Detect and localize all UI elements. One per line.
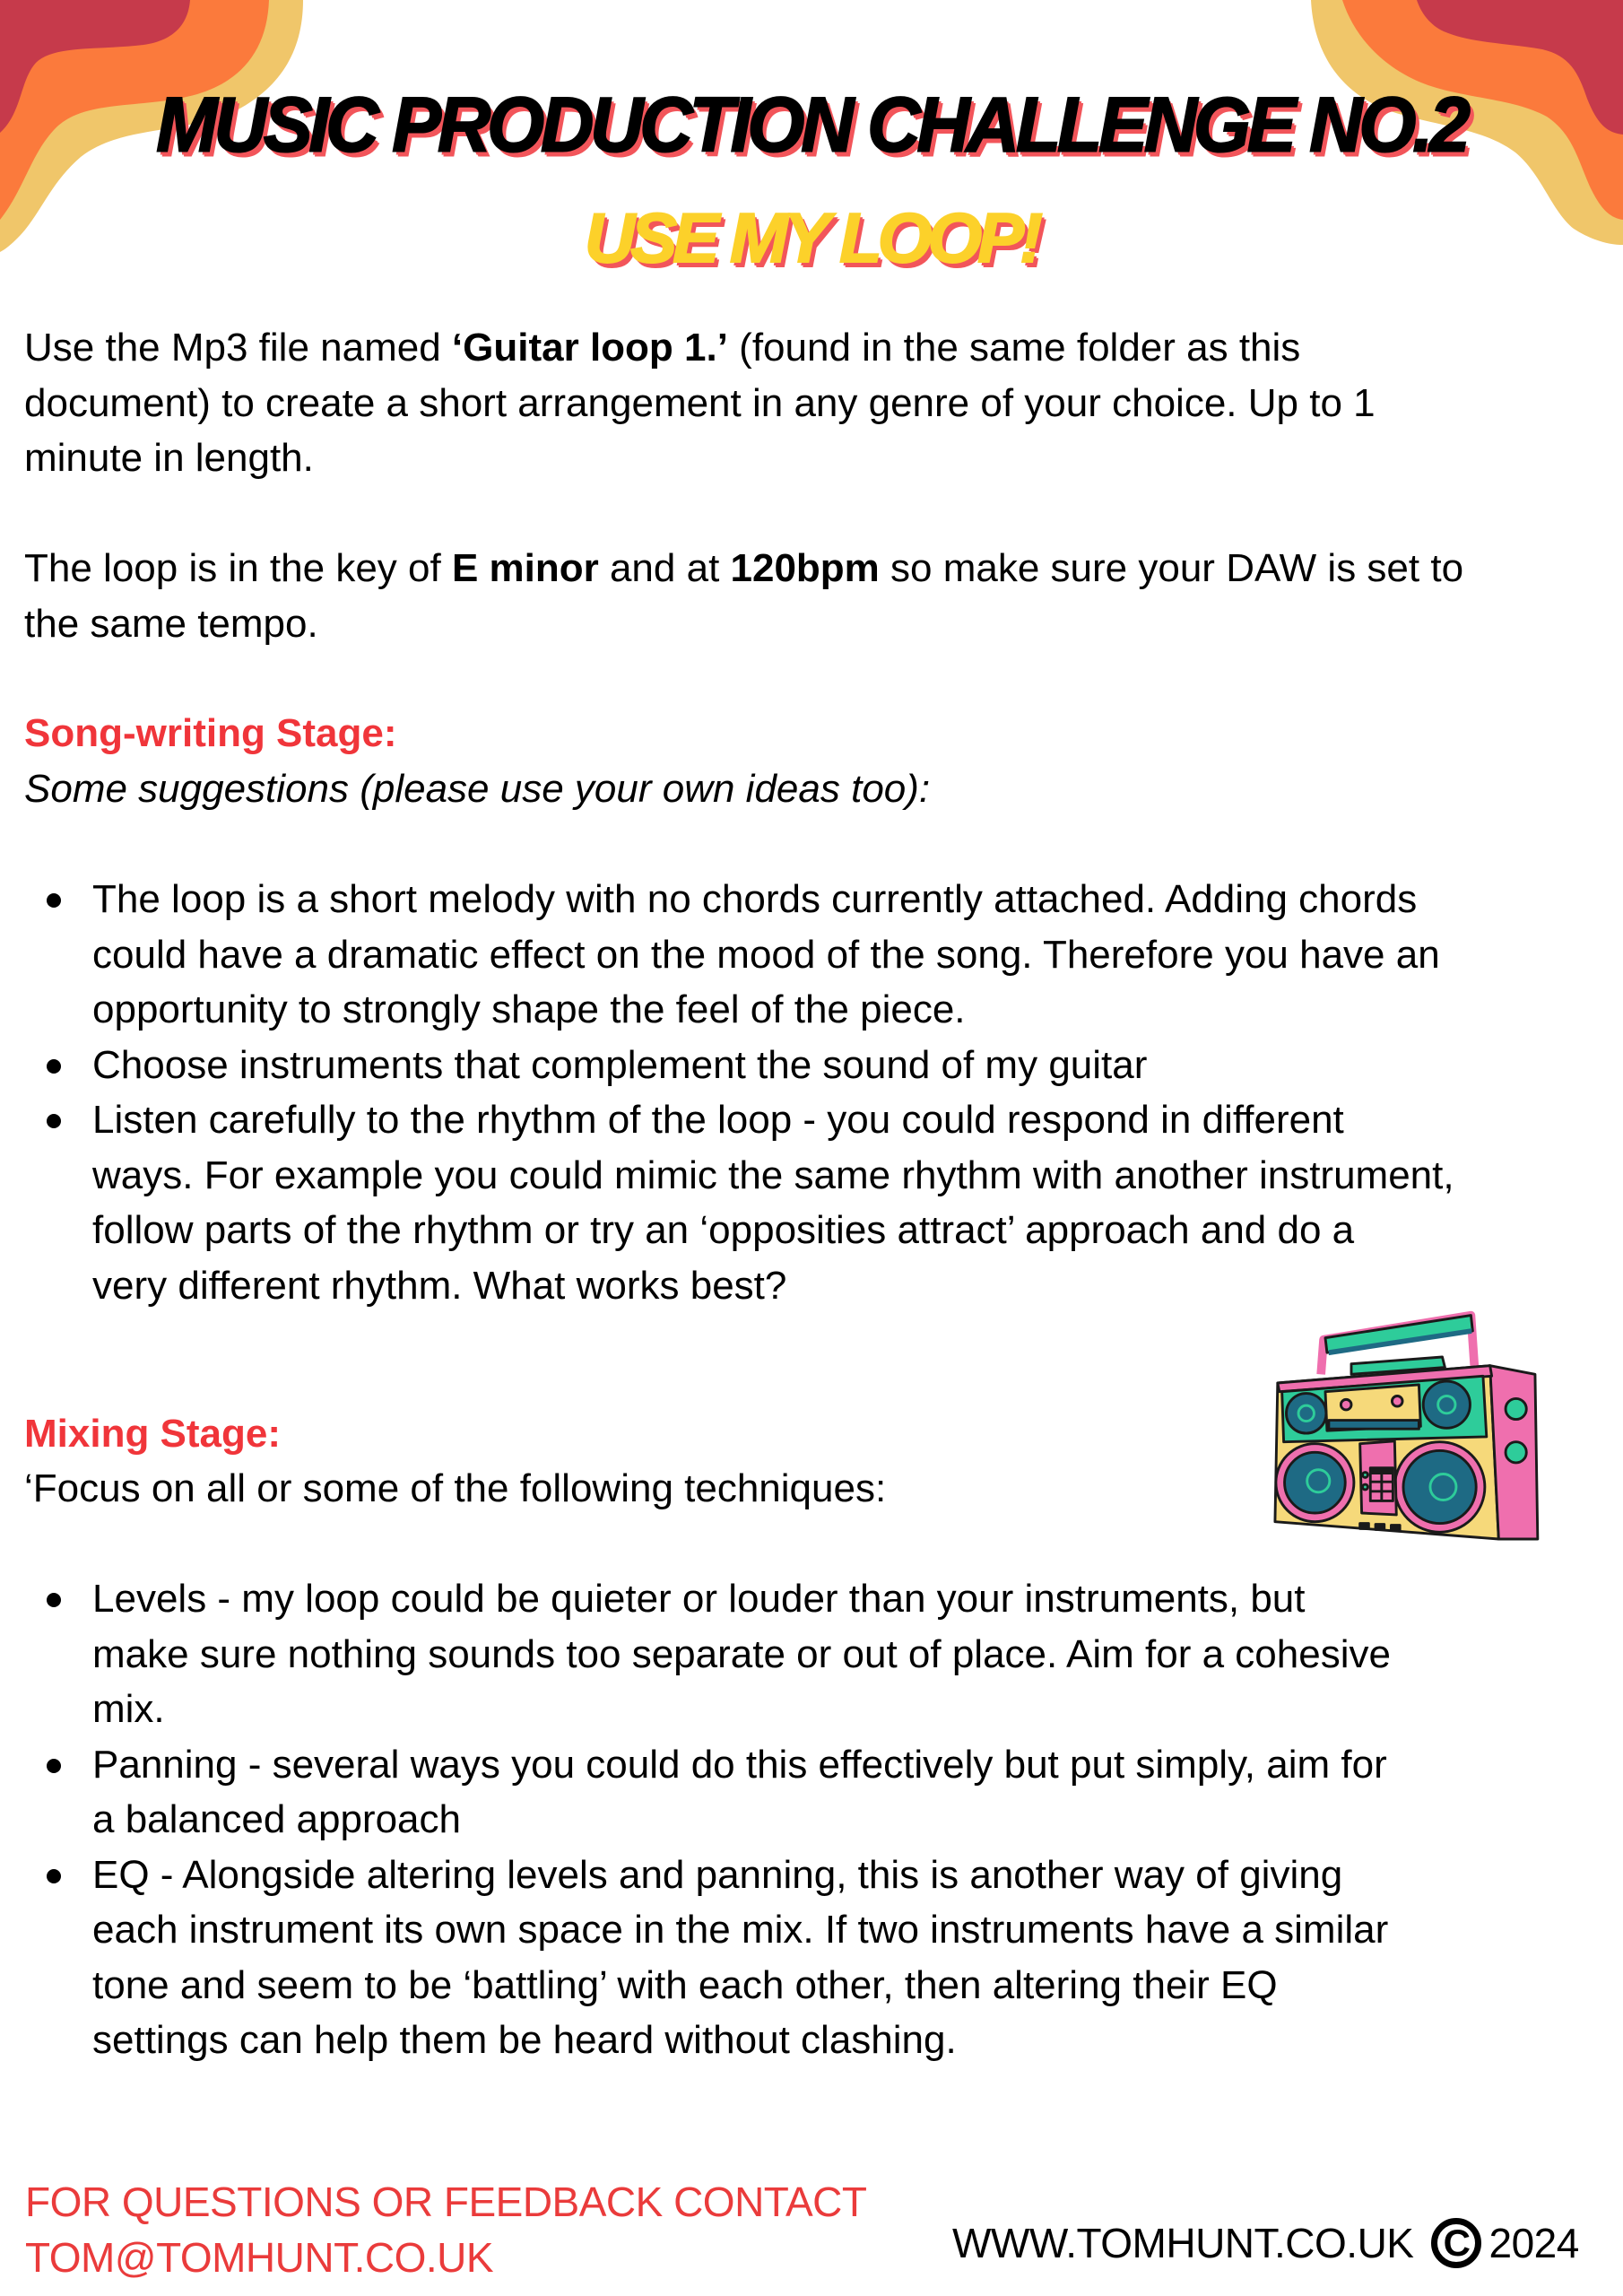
bullet-icon <box>47 1869 61 1883</box>
bullet-line: Choose instruments that complement the sound of my guitar <box>92 1042 1148 1087</box>
bullet-icon <box>47 1593 61 1607</box>
text-segment: the same tempo. <box>24 601 318 646</box>
bullet-line: a balanced approach <box>92 1797 461 1841</box>
footer-year: 2024 <box>1488 2220 1579 2266</box>
page-title: MUSIC PRODUCTION CHALLENGE NO.2 <box>156 82 1467 169</box>
bold-text: E minor <box>451 546 599 590</box>
bullet-line: EQ - Alongside altering levels and panning, this is another way of giving <box>92 1852 1343 1897</box>
bullet-line: mix. <box>92 1687 165 1731</box>
boombox-icon <box>1255 1305 1551 1565</box>
text-line <box>24 320 1376 376</box>
bullet-line: Panning - several ways you could do this effectively but put simply, aim for <box>92 1742 1387 1787</box>
bullet-line: ways. For example you could mimic the same rhythm with another instrument, <box>92 1152 1454 1197</box>
bullet-line: tone and seem to be ‘battling’ with each other, then altering their EQ <box>92 1962 1278 2007</box>
text-line <box>24 596 1463 652</box>
bullet-line: very different rhythm. What works best? <box>92 1263 787 1308</box>
text-segment: (found in the same folder as this <box>727 326 1301 370</box>
bullet-item <box>0 1737 1391 1848</box>
text-segment: Use the Mp3 file named <box>24 326 452 370</box>
songwriting-bullet-list <box>0 872 1454 1313</box>
mixing-heading: Mixing Stage: <box>24 1412 282 1456</box>
text-line <box>24 541 1463 596</box>
bullet-item <box>0 872 1454 1038</box>
text-segment: document) to create a short arrangement in any genre of your choice. Up to 1 <box>24 380 1376 425</box>
bullet-icon <box>47 1059 61 1074</box>
bullet-line: settings can help them be heard without clashing. <box>92 2018 957 2062</box>
footer-contact <box>25 2174 867 2285</box>
text-line <box>24 430 1376 486</box>
bullet-item <box>0 1848 1391 2068</box>
intro-paragraph-1 <box>24 320 1376 486</box>
intro-paragraph-2 <box>24 541 1463 651</box>
bullet-item <box>0 1092 1454 1313</box>
mixing-bullet-list <box>0 1571 1391 2068</box>
text-line <box>24 376 1376 431</box>
footer-contact-line: FOR QUESTIONS OR FEEDBACK CONTACT <box>25 2179 867 2225</box>
bullet-line: Levels - my loop could be quieter or louder than your instruments, but <box>92 1577 1306 1621</box>
bold-text: 120bpm <box>730 546 880 590</box>
footer-website-block <box>952 2213 1579 2273</box>
bullet-line: make sure nothing sounds too separate or out of place. Aim for a cohesive <box>92 1631 1391 1676</box>
bullet-icon <box>47 1759 61 1773</box>
copyright-icon: C <box>1431 2218 1481 2268</box>
page-subtitle: USE MY LOOP! <box>584 198 1039 277</box>
bullet-line: could have a dramatic effect on the mood of the song. Therefore you have an <box>92 932 1440 977</box>
text-segment: minute in length. <box>24 436 314 480</box>
bullet-line: The loop is a short melody with no chords currently attached. Adding chords <box>92 877 1418 921</box>
mixing-subheading: ‘Focus on all or some of the following techniques: <box>24 1466 887 1510</box>
bullet-line: follow parts of the rhythm or try an ‘opposities attract’ approach and do a <box>92 1208 1355 1252</box>
footer-website-link[interactable]: WWW.TOMHUNT.CO.UK <box>952 2220 1414 2266</box>
bullet-item <box>0 1571 1391 1737</box>
songwriting-subheading: Some suggestions (please use your own ideas too): <box>24 767 931 811</box>
bullet-icon <box>47 893 61 908</box>
text-segment: The loop is in the key of <box>24 546 452 590</box>
bullet-icon <box>47 1114 61 1128</box>
bold-text: ‘Guitar loop 1.’ <box>451 326 728 370</box>
bullet-line: each instrument its own space in the mix. If two instruments have a similar <box>92 1908 1389 1952</box>
bullet-line: opportunity to strongly shape the feel of the piece. <box>92 987 966 1031</box>
text-segment: so make sure your DAW is set to <box>879 546 1464 590</box>
bullet-item <box>0 1038 1454 1093</box>
songwriting-heading: Song-writing Stage: <box>24 711 397 755</box>
text-segment: and at <box>598 546 731 590</box>
footer-email-link[interactable]: TOM@TOMHUNT.CO.UK <box>25 2234 494 2281</box>
bullet-line: Listen carefully to the rhythm of the loop - you could respond in different <box>92 1098 1344 1142</box>
